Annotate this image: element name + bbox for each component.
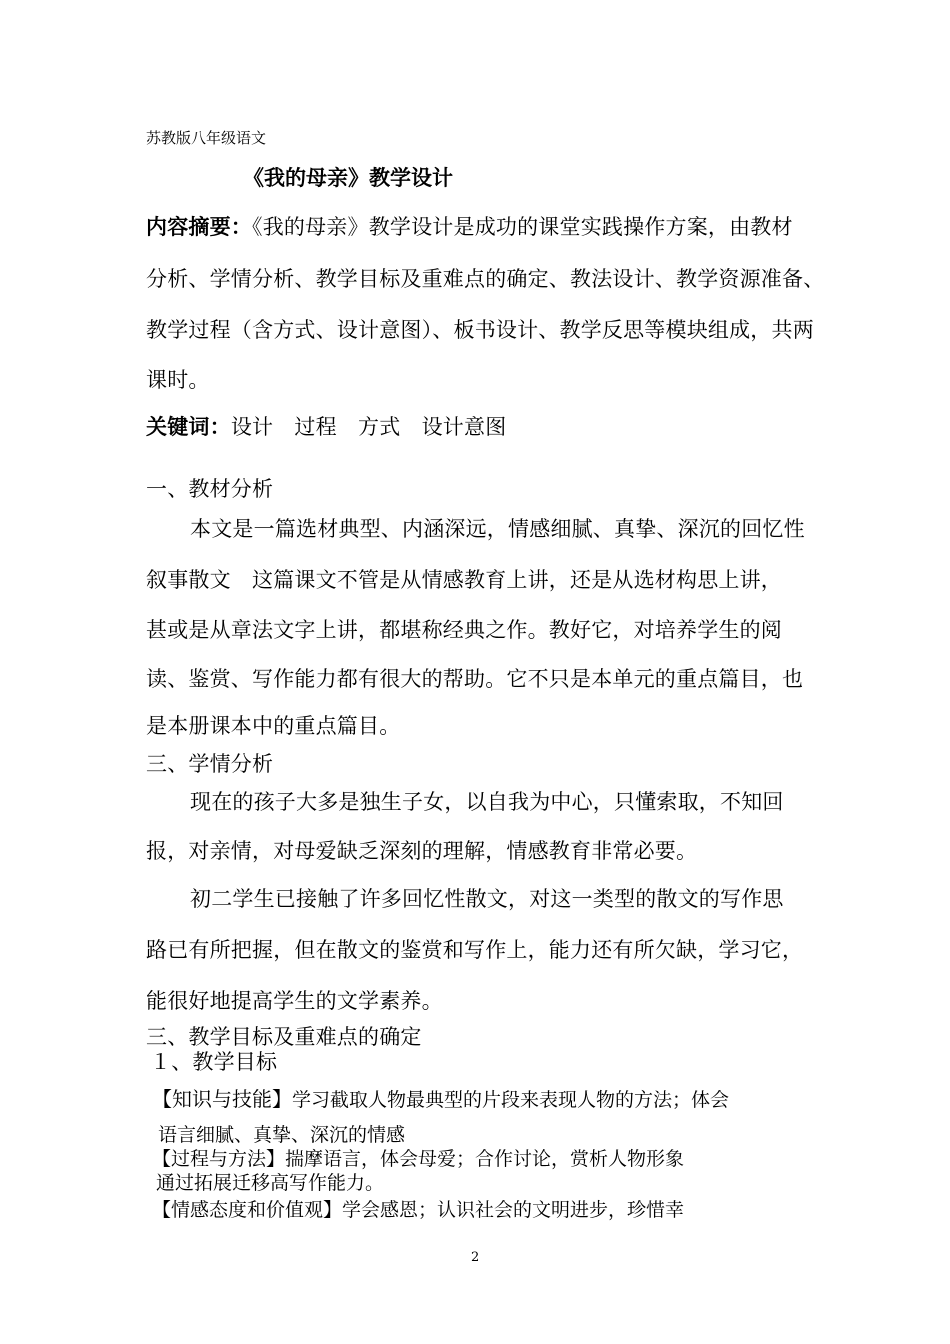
abstract-label: 内容摘要： — [146, 215, 252, 239]
textbook-analysis-line-4: 读、鉴赏、写作能力都有很大的帮助。它不只是本单元的重点篇目，也 — [146, 667, 804, 691]
objective-process-line-2: 通过拓展迁移高写作能力。 — [156, 1172, 385, 1194]
objective-knowledge-line-1 — [152, 1083, 729, 1112]
objective-process-text: 揣摩语言，体会母爱；合作讨论，赏析人物形象 — [285, 1148, 685, 1170]
section-heading-student-analysis: 三、学情分析 — [146, 752, 274, 776]
abstract-text: 《我的母亲》教学设计是成功的课堂实践操作方案，由教材 — [252, 215, 793, 239]
abstract-line-4: 课时。 — [146, 368, 210, 392]
textbook-analysis-line-5: 是本册课本中的重点篇目。 — [146, 714, 401, 738]
objective-emotion-line-1 — [152, 1195, 684, 1222]
page-title: 《我的母亲》教学设计 — [243, 166, 453, 190]
section-heading-textbook-analysis: 一、教材分析 — [146, 477, 274, 501]
objective-process-line-1 — [152, 1144, 684, 1171]
keywords-text: 设计 过程 方式 设计意图 — [230, 415, 507, 439]
objective-process-label: 【过程与方法】 — [152, 1148, 286, 1170]
student-analysis-p1-line-1: 现在的孩子大多是独生子女，以自我为中心，只懂索取，不知回 — [190, 790, 784, 814]
objective-knowledge-text: 学习截取人物最典型的片段来表现人物的方法；体会 — [292, 1089, 730, 1111]
abstract-line-3: 教学过程（含方式、设计意图）、板书设计、教学反思等模块组成，共两 — [146, 318, 814, 342]
objective-emotion-label: 【情感态度和价值观】 — [152, 1199, 343, 1221]
textbook-analysis-line-1: 本文是一篇选材典型、内涵深远，情感细腻、真挚、深沉的回忆性 — [190, 517, 805, 541]
textbook-analysis-line-3: 甚或是从章法文字上讲，都堪称经典之作。教好它，对培养学生的阅 — [146, 618, 782, 642]
section-heading-objectives: 三、教学目标及重难点的确定 — [146, 1025, 422, 1049]
student-analysis-p2-line-3: 能很好地提高学生的文学素养。 — [146, 989, 443, 1013]
textbook-analysis-line-2: 叙事散文 这篇课文不管是从情感教育上讲，还是从选材构思上讲， — [146, 568, 782, 592]
subject-header: 苏教版八年级语文 — [146, 129, 267, 147]
keywords-label: 关键词： — [146, 415, 231, 439]
student-analysis-p1-line-2: 报，对亲情，对母爱缺乏深刻的理解，情感教育非常必要。 — [146, 839, 698, 863]
student-analysis-p2-line-2: 路已有所把握，但在散文的鉴赏和写作上，能力还有所欠缺，学习它， — [146, 938, 804, 962]
objective-emotion-text: 学会感恩；认识社会的文明进步，珍惜幸 — [342, 1199, 685, 1221]
student-analysis-p2-line-1: 初二学生已接触了许多回忆性散文，对这一类型的散文的写作思 — [190, 887, 784, 911]
page-number: 2 — [471, 1250, 480, 1265]
objective-knowledge-line-2: 语言细腻、真挚、深沉的情感 — [158, 1124, 406, 1146]
abstract-line-2: 分析、学情分析、教学目标及重难点的确定、教法设计、教学资源准备、 — [146, 267, 825, 291]
abstract-line-1 — [146, 211, 793, 241]
objectives-subheading: １、教学目标 — [150, 1050, 278, 1074]
keywords-line — [146, 411, 506, 441]
objective-knowledge-label: 【知识与技能】 — [152, 1087, 292, 1111]
